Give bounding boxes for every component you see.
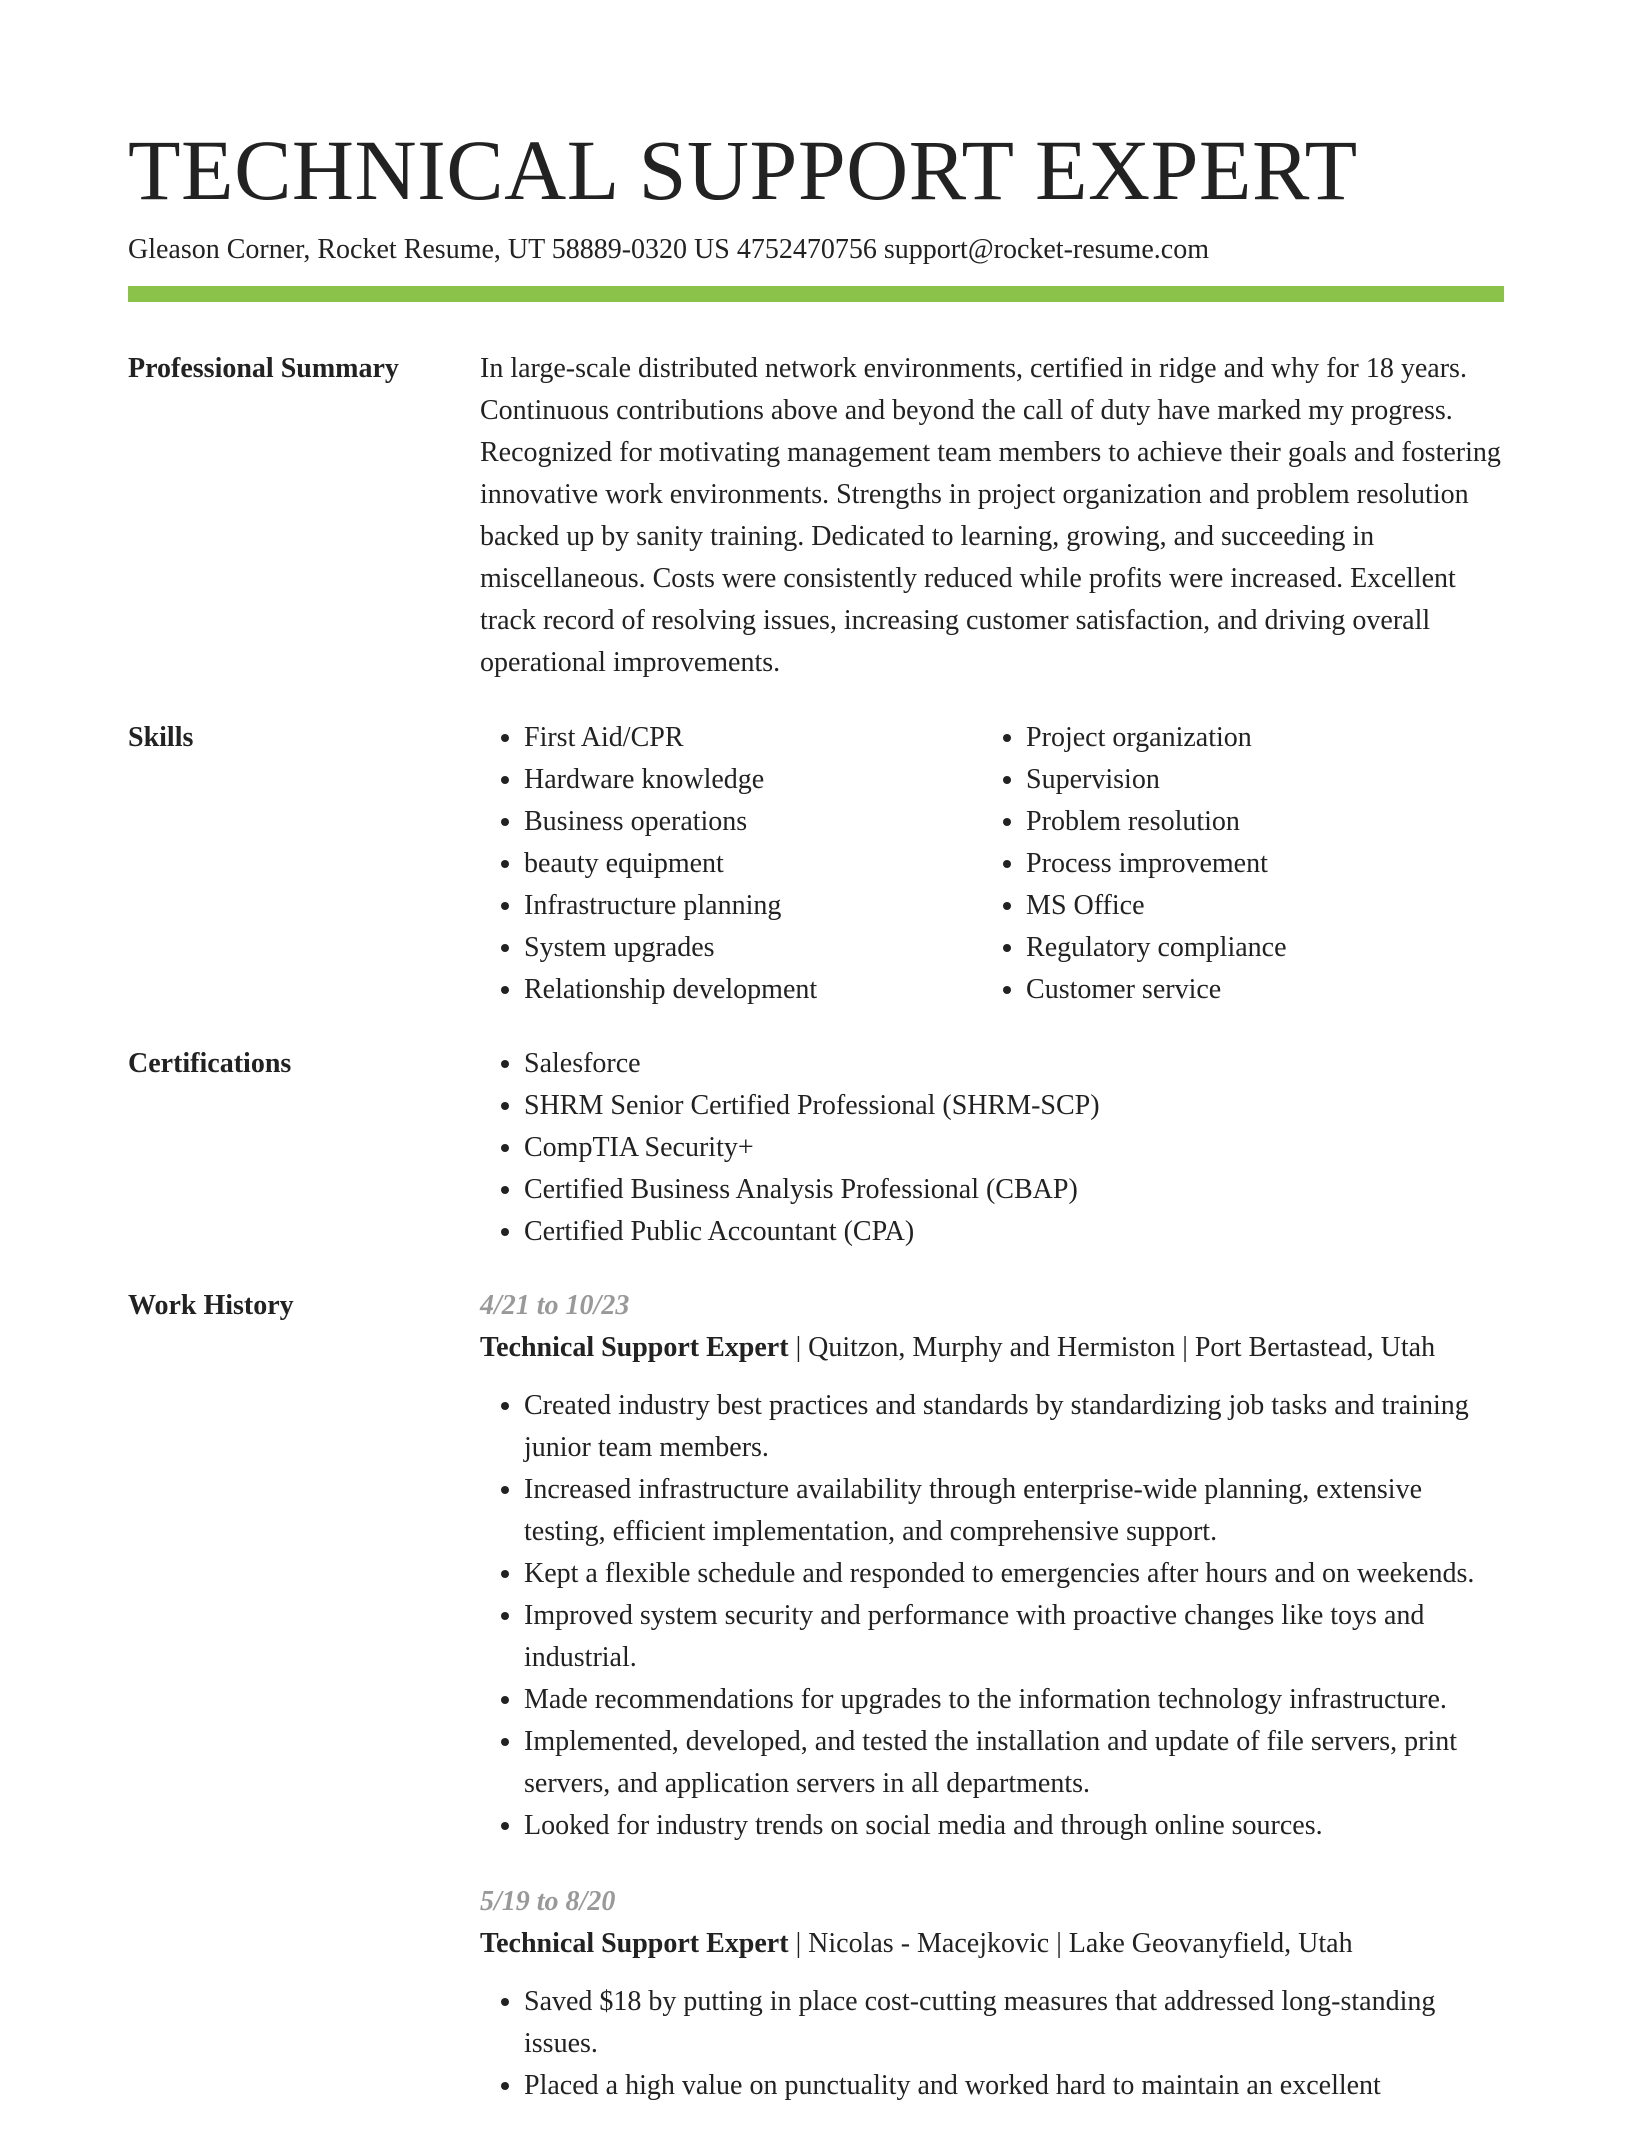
job-bullets — [480, 1385, 1504, 1847]
summary-text: In large-scale distributed network environments, certified in ridge and why for 18 years. Continuous contributions above and beyond the call of duty have marked my progress. Recognized for motivating management team members to achieve their goals and fostering innovative work environments. Strengths in project organization and problem resolution backed up by sanity training. Dedicated to learning, growing, and succeeding in miscellaneous. Costs were consistently reduced while profits were increased. Excellent track record of resolving issues, increasing customer satisfaction, and driving overall operational improvements. — [480, 353, 1501, 678]
contact-line: Gleason Corner, Rocket Resume, UT 58889-0320 US 4752470756 support@rocket-resume.com — [128, 234, 1209, 265]
certifications-list — [480, 1043, 1504, 1253]
certification-item: • SHRM Senior Certified Professional (SHRM-SCP) — [524, 1085, 1504, 1127]
job-bullet: • Looked for industry trends on social media and through online sources. — [524, 1805, 1504, 1847]
certification-item: • Certified Public Accountant (CPA) — [524, 1211, 1504, 1253]
skills-heading: Skills — [128, 722, 194, 753]
job-bullet: • Placed a high value on punctuality and worked hard to maintain an excellent — [524, 2065, 1504, 2107]
skill-item: • MS Office — [1026, 885, 1504, 927]
job-heading — [480, 1923, 1504, 1965]
job-entry — [480, 1881, 1504, 2107]
job-title: Technical Support Expert — [480, 1332, 789, 1363]
job-entry — [480, 1285, 1504, 1847]
skill-item: • Business operations — [524, 801, 982, 843]
certification-item: • Certified Business Analysis Professional (CBAP) — [524, 1169, 1504, 1211]
skills-list-right — [982, 717, 1504, 1011]
job-title: Technical Support Expert — [480, 1928, 789, 1959]
summary-heading: Professional Summary — [128, 353, 399, 384]
header-divider — [128, 286, 1504, 302]
certification-item: • CompTIA Security+ — [524, 1127, 1504, 1169]
job-dates: 4/21 to 10/23 — [480, 1290, 630, 1321]
work-history-body — [480, 1285, 1504, 2141]
certification-item: • Salesforce — [524, 1043, 1504, 1085]
skill-item: • Regulatory compliance — [1026, 927, 1504, 969]
skill-item: • First Aid/CPR — [524, 717, 982, 759]
skill-item: • Project organization — [1026, 717, 1504, 759]
job-details: | Nicolas - Macejkovic | Lake Geovanyfield, Utah — [788, 1928, 1353, 1959]
skill-item: • Process improvement — [1026, 843, 1504, 885]
skill-item: • System upgrades — [524, 927, 982, 969]
skill-item: • Hardware knowledge — [524, 759, 982, 801]
certifications-heading: Certifications — [128, 1048, 292, 1079]
job-bullet: • Increased infrastructure availability through enterprise-wide planning, extensive testing, efficient implementation, and comprehensive support. — [524, 1469, 1504, 1553]
job-details: | Quitzon, Murphy and Hermiston | Port Bertastead, Utah — [788, 1332, 1436, 1363]
work-history-heading: Work History — [128, 1290, 294, 1321]
job-heading — [480, 1327, 1504, 1369]
job-bullets — [480, 1981, 1504, 2107]
certifications-body — [480, 1043, 1504, 1253]
job-bullet: • Improved system security and performance with proactive changes like toys and industrial. — [524, 1595, 1504, 1679]
resume-title: TECHNICAL SUPPORT EXPERT — [128, 122, 1358, 218]
job-dates: 5/19 to 8/20 — [480, 1886, 616, 1917]
job-bullet: • Created industry best practices and standards by standardizing job tasks and training junior team members. — [524, 1385, 1504, 1469]
skill-item: • Supervision — [1026, 759, 1504, 801]
skills-columns — [480, 717, 1504, 1011]
job-bullet: • Made recommendations for upgrades to the information technology infrastructure. — [524, 1679, 1504, 1721]
skill-item: • Infrastructure planning — [524, 885, 982, 927]
skill-item: • Customer service — [1026, 969, 1504, 1011]
job-bullet: • Kept a flexible schedule and responded to emergencies after hours and on weekends. — [524, 1553, 1504, 1595]
job-bullet: • Implemented, developed, and tested the installation and update of file servers, print servers, and application servers in all departments. — [524, 1721, 1504, 1805]
job-bullet: • Saved $18 by putting in place cost-cutting measures that addressed long-standing issues. — [524, 1981, 1504, 2065]
summary-body — [480, 348, 1504, 684]
skill-item: • Problem resolution — [1026, 801, 1504, 843]
skill-item: • Relationship development — [524, 969, 982, 1011]
skills-list-left — [480, 717, 982, 1011]
skill-item: • beauty equipment — [524, 843, 982, 885]
